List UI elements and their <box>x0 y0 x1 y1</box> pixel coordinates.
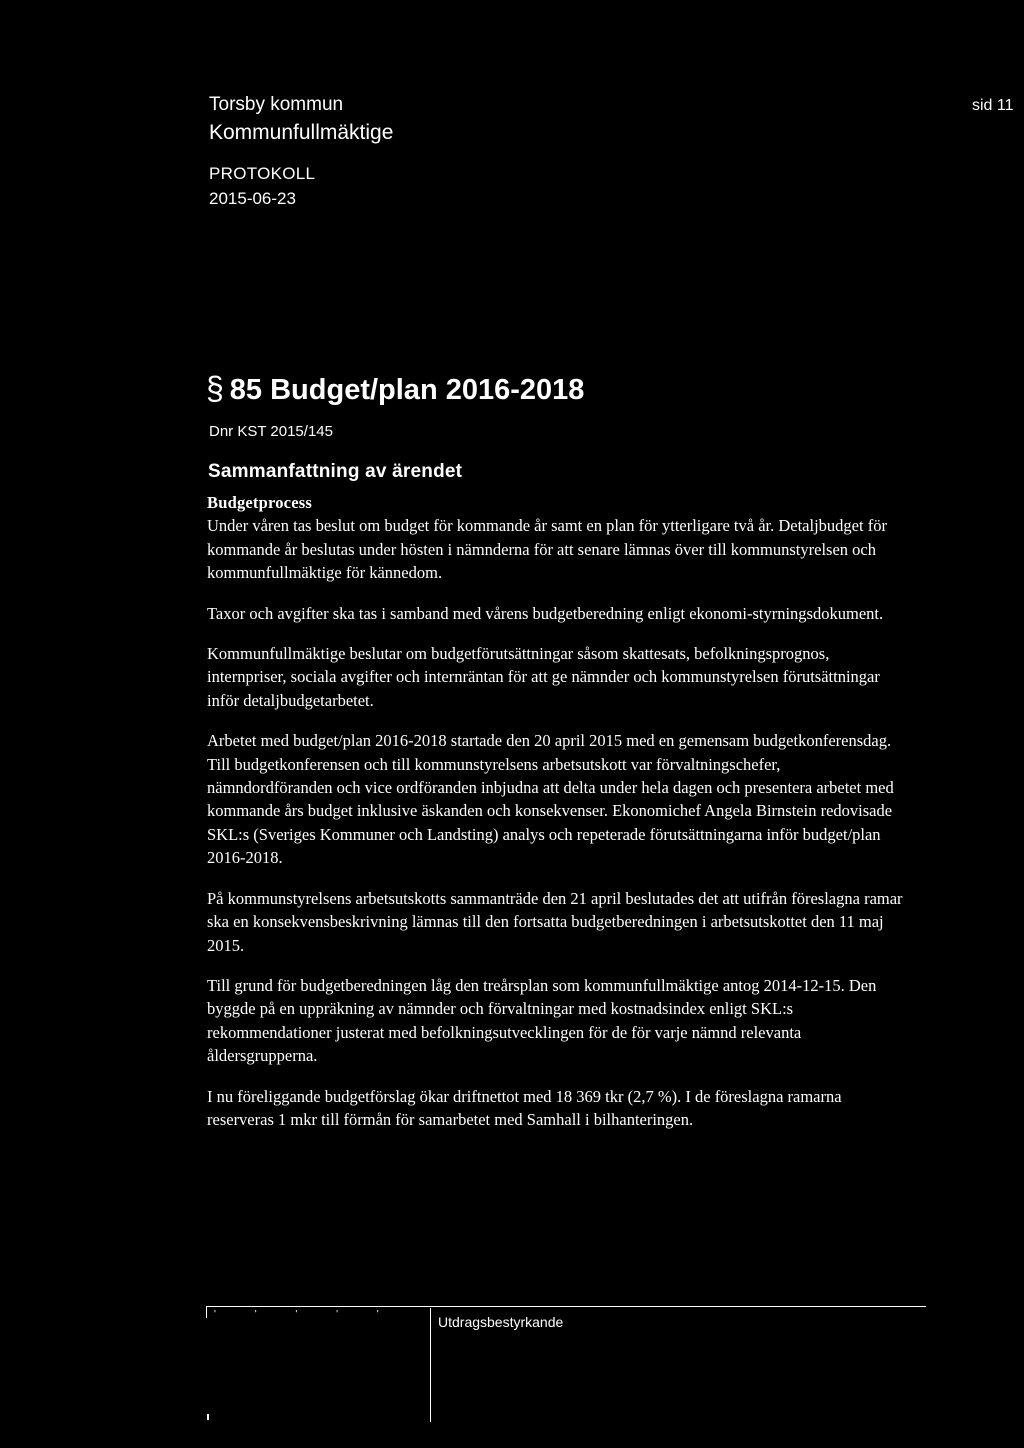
paragraph: I nu föreliggande budgetförslag ökar driftnettot med 18 369 tkr (2,7 %). I de föreslagna ramarna reserveras 1 mkr till förmån för samarbetet med Samhall i bilhanteringen. <box>207 1086 842 1129</box>
section-title <box>206 370 584 408</box>
council-name: Kommunfullmäktige <box>209 121 394 144</box>
paragraph-symbol: § <box>206 370 224 406</box>
certification-label: Utdragsbestyrkande <box>438 1314 564 1330</box>
footer-divider <box>430 1308 431 1422</box>
signature-box <box>206 1306 926 1422</box>
signature-marks: ' ' ' ' ' <box>214 1309 397 1320</box>
footer-left-mark <box>206 1306 207 1318</box>
paragraph: Under våren tas beslut om budget för kommande år samt en plan för ytterligare två år. Detaljbudget för kommande år beslutas under hösten i nämnderna för att senare lämnas över till kommunstyrelsen och kommunfullmäktige för kännedom. <box>207 516 887 583</box>
footer-rule <box>206 1306 926 1307</box>
paragraph: Taxor och avgifter ska tas i samband med vårens budgetberedning enligt ekonomi-styrningsdokument. <box>207 603 884 623</box>
footer-bottom-mark <box>207 1414 209 1420</box>
meeting-date: 2015-06-23 <box>209 189 296 208</box>
summary-heading: Sammanfattning av ärendet <box>208 461 463 482</box>
paragraph: På kommunstyrelsens arbetsutskotts sammanträde den 21 april beslutades det att utifrån föreslagna ramar ska en konsekvensbeskrivning lämnas till den fortsatta budgetberedningen i arbetsutskottet den 11 maj 2015. <box>207 888 903 955</box>
paragraph: Arbetet med budget/plan 2016-2018 startade den 20 april 2015 med en gemensam budgetkonferensdag. Till budgetkonferensen och till kommunstyrelsens arbetsutskott var förvaltningschefer, nämndordföranden och vice ordföranden inbjudna att delta under hela dagen och presentera arbetet med kommande års budget inklusive äskanden och konsekvenser. Ekonomichef Angela Birnstein redovisade SKL:s (Sveriges Kommuner och Landsting) analys och repeterade förutsättningarna inför budget/plan 2016-2018. <box>207 731 894 868</box>
section-title-text: 85 Budget/plan 2016-2018 <box>229 374 585 406</box>
organization-name: Torsby kommun <box>209 94 344 115</box>
paragraph: Till grund för budgetberedningen låg den treårsplan som kommunfullmäktige antog 2014-12-15. Den byggde på en uppräkning av nämnder och förvaltningar med kostnadsindex enligt SKL:s rekommendationer justerat med befolkningsutvecklingen för de för varje nämnd relevanta åldersgrupperna. <box>207 975 877 1066</box>
case-number: Dnr KST 2015/145 <box>209 423 333 440</box>
document-body <box>207 491 907 1148</box>
subheading-budgetprocess: Budgetprocess <box>207 493 312 512</box>
paragraph: Kommunfullmäktige beslutar om budgetförutsättningar såsom skattesats, befolkningsprognos, internpriser, sociala avgifter och internräntan för att ge nämnder och kommunstyrelsen förutsättningar inför detaljbudgetarbetet. <box>207 644 880 710</box>
document-type: PROTOKOLL <box>209 164 316 183</box>
page-number: sid 11 <box>972 97 1014 114</box>
